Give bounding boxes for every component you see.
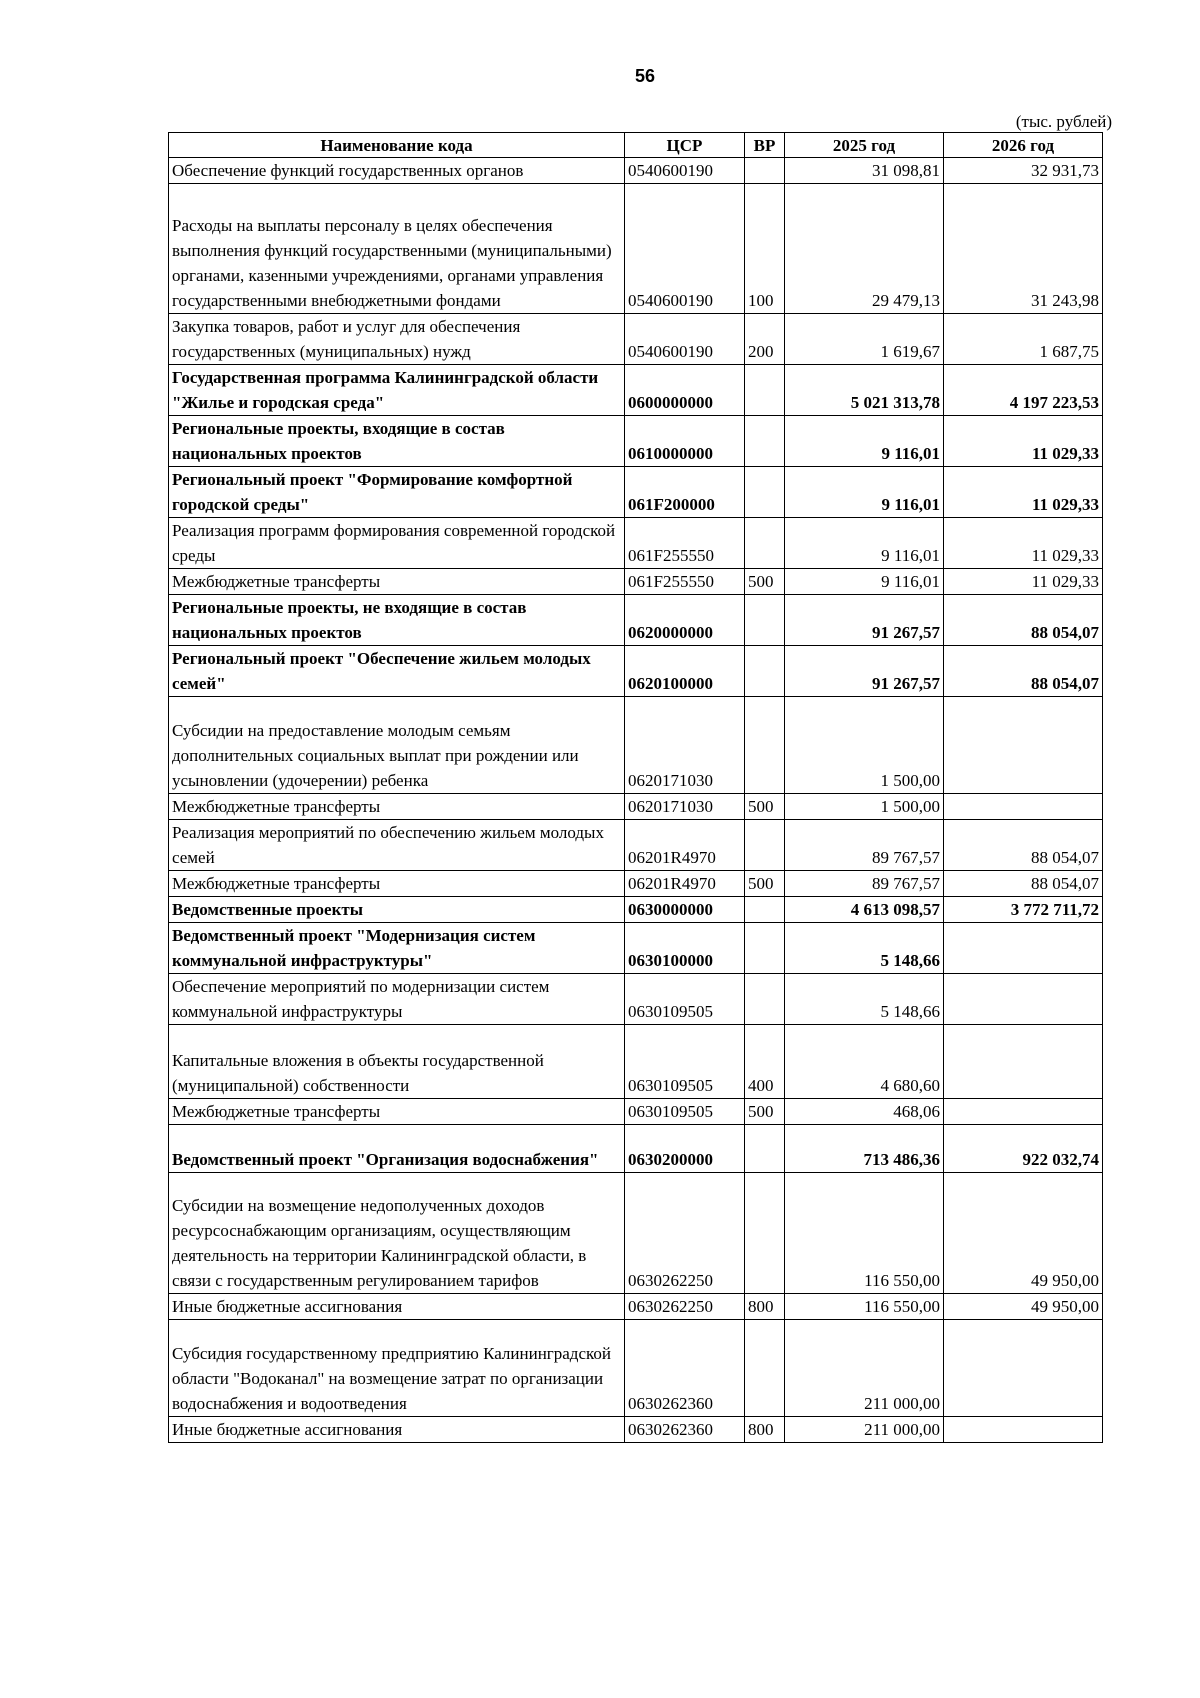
table-row: [169, 697, 1103, 794]
row-2025-cell: 211 000,00: [785, 1417, 944, 1443]
row-2025-cell: 1 500,00: [785, 697, 944, 794]
table-row: [169, 595, 1103, 646]
row-2026-cell: 11 029,33: [944, 467, 1103, 518]
row-2026-cell: 88 054,07: [944, 871, 1103, 897]
row-name-cell: Ведомственный проект "Модернизация систем коммунальной инфраструктуры": [169, 923, 625, 974]
row-vr-cell: 500: [745, 794, 785, 820]
row-csr-cell: 0630000000: [625, 897, 745, 923]
table-row: [169, 1025, 1103, 1099]
row-2026-cell: 88 054,07: [944, 820, 1103, 871]
table-row: [169, 158, 1103, 184]
row-2026-cell: 3 772 711,72: [944, 897, 1103, 923]
row-csr-cell: 0600000000: [625, 365, 745, 416]
row-2026-cell: 1 687,75: [944, 314, 1103, 365]
row-2025-cell: 116 550,00: [785, 1294, 944, 1320]
row-2026-cell: [944, 974, 1103, 1025]
header-name: Наименование кода: [169, 133, 625, 158]
row-vr-cell: [745, 974, 785, 1025]
table-row: [169, 184, 1103, 314]
table-row: [169, 1173, 1103, 1294]
row-2026-cell: 88 054,07: [944, 646, 1103, 697]
row-name-cell: Межбюджетные трансферты: [169, 569, 625, 595]
row-name-cell: Закупка товаров, работ и услуг для обеспечения государственных (муниципальных) нужд: [169, 314, 625, 365]
row-vr-cell: 500: [745, 871, 785, 897]
row-2025-cell: 9 116,01: [785, 518, 944, 569]
row-vr-cell: [745, 820, 785, 871]
header-2025: 2025 год: [785, 133, 944, 158]
table-row: [169, 314, 1103, 365]
row-name-cell: Межбюджетные трансферты: [169, 871, 625, 897]
table-header-row: [169, 133, 1103, 158]
row-csr-cell: 0630262360: [625, 1320, 745, 1417]
row-name-cell: Региональный проект "Обеспечение жильем молодых семей": [169, 646, 625, 697]
row-2026-cell: 922 032,74: [944, 1125, 1103, 1173]
row-2026-cell: 31 243,98: [944, 184, 1103, 314]
row-vr-cell: [745, 1125, 785, 1173]
row-vr-cell: [745, 697, 785, 794]
row-vr-cell: [745, 897, 785, 923]
row-2025-cell: 9 116,01: [785, 569, 944, 595]
row-vr-cell: [745, 646, 785, 697]
row-2025-cell: 9 116,01: [785, 467, 944, 518]
row-2026-cell: 49 950,00: [944, 1173, 1103, 1294]
row-2026-cell: [944, 1320, 1103, 1417]
header-csr: ЦСР: [625, 133, 745, 158]
row-name-cell: Региональный проект "Формирование комфортной городской среды": [169, 467, 625, 518]
row-2025-cell: 116 550,00: [785, 1173, 944, 1294]
row-2026-cell: 88 054,07: [944, 595, 1103, 646]
row-2025-cell: 1 500,00: [785, 794, 944, 820]
table-row: [169, 820, 1103, 871]
row-csr-cell: 0630262250: [625, 1173, 745, 1294]
row-name-cell: Иные бюджетные ассигнования: [169, 1417, 625, 1443]
table-row: [169, 518, 1103, 569]
row-vr-cell: [745, 595, 785, 646]
row-name-cell: Субсидия государственному предприятию Калининградской области "Водоканал" на возмещение затрат по организации водоснабжения и водоотведения: [169, 1320, 625, 1417]
row-csr-cell: 0620100000: [625, 646, 745, 697]
row-vr-cell: 500: [745, 569, 785, 595]
row-2025-cell: 4 613 098,57: [785, 897, 944, 923]
row-2025-cell: 91 267,57: [785, 646, 944, 697]
row-2025-cell: 713 486,36: [785, 1125, 944, 1173]
row-2026-cell: [944, 1099, 1103, 1125]
row-vr-cell: [745, 923, 785, 974]
row-2025-cell: 89 767,57: [785, 871, 944, 897]
row-2025-cell: 211 000,00: [785, 1320, 944, 1417]
row-name-cell: Региональные проекты, входящие в состав национальных проектов: [169, 416, 625, 467]
row-vr-cell: [745, 158, 785, 184]
row-csr-cell: 061F200000: [625, 467, 745, 518]
row-2026-cell: 11 029,33: [944, 518, 1103, 569]
row-2026-cell: 4 197 223,53: [944, 365, 1103, 416]
table-row: [169, 871, 1103, 897]
row-name-cell: Субсидии на предоставление молодым семьям дополнительных социальных выплат при рождении или усыновлении (удочерении) ребенка: [169, 697, 625, 794]
row-csr-cell: 0630100000: [625, 923, 745, 974]
row-vr-cell: 100: [745, 184, 785, 314]
row-name-cell: Государственная программа Калининградской области "Жилье и городская среда": [169, 365, 625, 416]
table-row: [169, 1417, 1103, 1443]
units-label: (тыс. рублей): [1015, 112, 1112, 131]
table-row: [169, 1320, 1103, 1417]
row-vr-cell: 800: [745, 1417, 785, 1443]
row-2026-cell: [944, 1417, 1103, 1443]
row-2025-cell: 468,06: [785, 1099, 944, 1125]
header-2026: 2026 год: [944, 133, 1103, 158]
row-vr-cell: 200: [745, 314, 785, 365]
row-name-cell: Обеспечение мероприятий по модернизации систем коммунальной инфраструктуры: [169, 974, 625, 1025]
row-2025-cell: 89 767,57: [785, 820, 944, 871]
row-2025-cell: 9 116,01: [785, 416, 944, 467]
row-2025-cell: 91 267,57: [785, 595, 944, 646]
row-2026-cell: [944, 923, 1103, 974]
row-vr-cell: 400: [745, 1025, 785, 1099]
row-vr-cell: [745, 1173, 785, 1294]
table-row: [169, 794, 1103, 820]
page-number: 56: [634, 66, 656, 86]
table-row: [169, 365, 1103, 416]
row-2025-cell: 1 619,67: [785, 314, 944, 365]
row-name-cell: Иные бюджетные ассигнования: [169, 1294, 625, 1320]
row-csr-cell: 0540600190: [625, 314, 745, 365]
row-2025-cell: 5 148,66: [785, 923, 944, 974]
budget-table: [168, 132, 1103, 1443]
row-name-cell: Межбюджетные трансферты: [169, 1099, 625, 1125]
row-name-cell: Реализация программ формирования современной городской среды: [169, 518, 625, 569]
row-name-cell: Реализация мероприятий по обеспечению жильем молодых семей: [169, 820, 625, 871]
table-row: [169, 974, 1103, 1025]
row-vr-cell: [745, 518, 785, 569]
table-row: [169, 1125, 1103, 1173]
row-vr-cell: [745, 467, 785, 518]
row-csr-cell: 0620171030: [625, 794, 745, 820]
row-csr-cell: 0630262250: [625, 1294, 745, 1320]
row-name-cell: Ведомственный проект "Организация водоснабжения": [169, 1125, 625, 1173]
table-row: [169, 923, 1103, 974]
row-2026-cell: [944, 697, 1103, 794]
row-csr-cell: 0540600190: [625, 184, 745, 314]
header-vr: ВР: [745, 133, 785, 158]
row-2025-cell: 5 148,66: [785, 974, 944, 1025]
table-row: [169, 1294, 1103, 1320]
row-name-cell: Ведомственные проекты: [169, 897, 625, 923]
row-2026-cell: 11 029,33: [944, 569, 1103, 595]
row-name-cell: Расходы на выплаты персоналу в целях обеспечения выполнения функций государственными (муниципальными) органами, казенными учреждениями, органами управления государственными внебюджетными фондами: [169, 184, 625, 314]
row-csr-cell: 0630200000: [625, 1125, 745, 1173]
row-csr-cell: 061F255550: [625, 569, 745, 595]
row-2026-cell: 49 950,00: [944, 1294, 1103, 1320]
row-csr-cell: 0540600190: [625, 158, 745, 184]
table-row: [169, 646, 1103, 697]
row-name-cell: Региональные проекты, не входящие в состав национальных проектов: [169, 595, 625, 646]
row-name-cell: Межбюджетные трансферты: [169, 794, 625, 820]
table-row: [169, 897, 1103, 923]
table-row: [169, 416, 1103, 467]
row-2026-cell: [944, 1025, 1103, 1099]
row-2026-cell: 11 029,33: [944, 416, 1103, 467]
row-2026-cell: 32 931,73: [944, 158, 1103, 184]
row-csr-cell: 0620000000: [625, 595, 745, 646]
row-csr-cell: 0620171030: [625, 697, 745, 794]
row-csr-cell: 061F255550: [625, 518, 745, 569]
row-csr-cell: 0610000000: [625, 416, 745, 467]
row-vr-cell: [745, 365, 785, 416]
row-csr-cell: 0630109505: [625, 1099, 745, 1125]
row-csr-cell: 0630109505: [625, 974, 745, 1025]
row-csr-cell: 0630262360: [625, 1417, 745, 1443]
row-2025-cell: 29 479,13: [785, 184, 944, 314]
row-csr-cell: 0630109505: [625, 1025, 745, 1099]
row-name-cell: Субсидии на возмещение недополученных доходов ресурсоснабжающим организациям, осуществляющим деятельность на территории Калининградской области, в связи с государственным регулированием тарифов: [169, 1173, 625, 1294]
row-vr-cell: 500: [745, 1099, 785, 1125]
row-2025-cell: 5 021 313,78: [785, 365, 944, 416]
table-row: [169, 467, 1103, 518]
row-2025-cell: 31 098,81: [785, 158, 944, 184]
row-2026-cell: [944, 794, 1103, 820]
row-vr-cell: 800: [745, 1294, 785, 1320]
table-row: [169, 569, 1103, 595]
row-name-cell: Обеспечение функций государственных органов: [169, 158, 625, 184]
row-name-cell: Капитальные вложения в объекты государственной (муниципальной) собственности: [169, 1025, 625, 1099]
row-vr-cell: [745, 1320, 785, 1417]
table-row: [169, 1099, 1103, 1125]
row-2025-cell: 4 680,60: [785, 1025, 944, 1099]
row-csr-cell: 06201R4970: [625, 871, 745, 897]
row-csr-cell: 06201R4970: [625, 820, 745, 871]
row-vr-cell: [745, 416, 785, 467]
